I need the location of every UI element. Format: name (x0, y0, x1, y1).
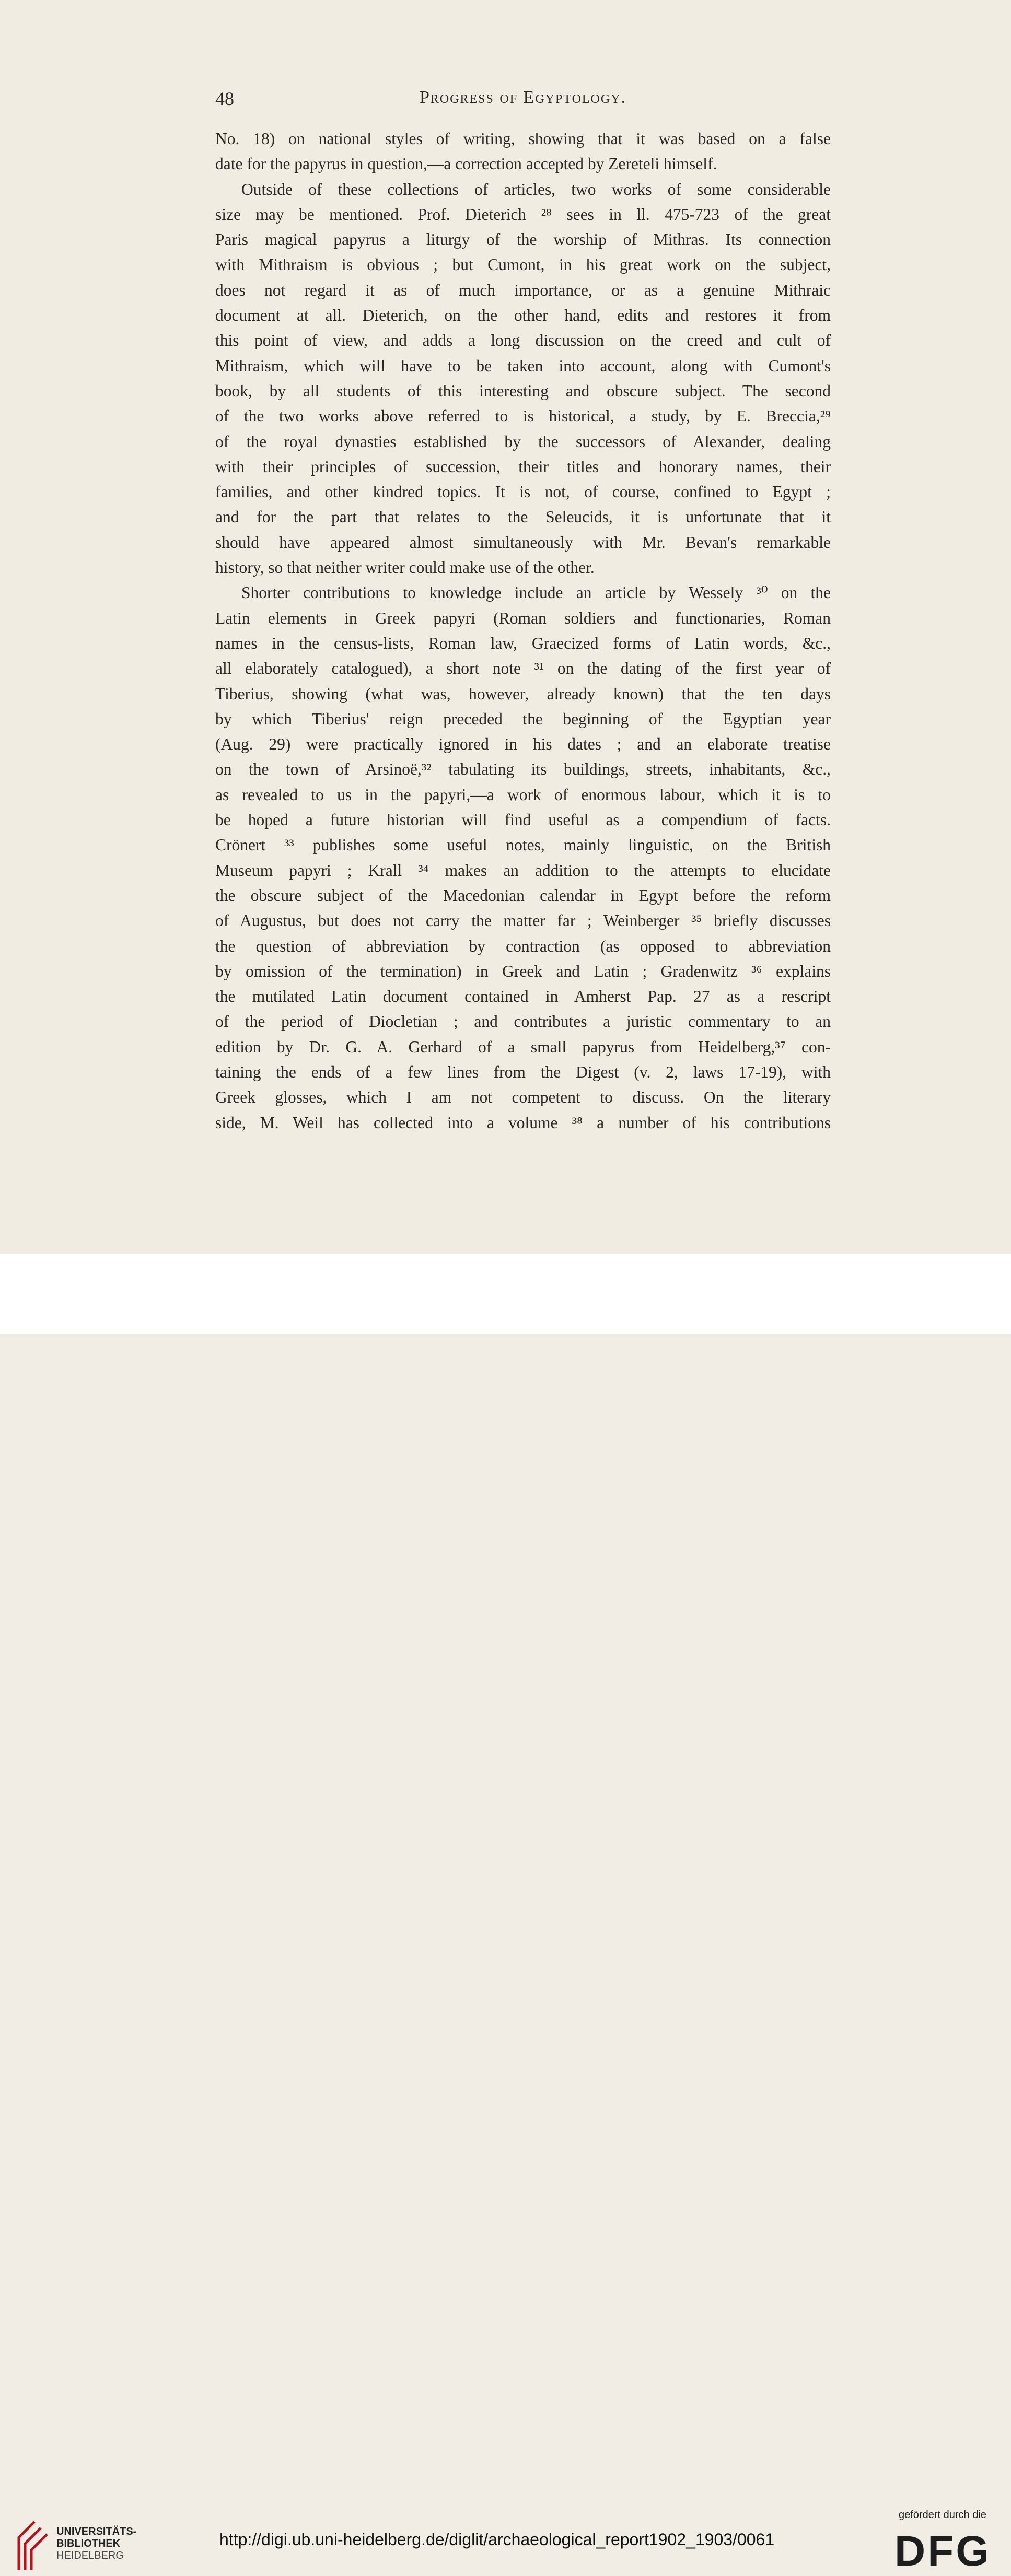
university-library-name: UNIVERSITÄTS- BIBLIOTHEK HEIDELBERG (56, 2526, 137, 2561)
text-line: should have appeared almost simultaneously with Mr. Bevan's remarkable (215, 533, 831, 552)
text-line: of Augustus, but does not carry the matter far ; Weinberger ³⁵ briefly discusses (215, 911, 831, 930)
text-line: as revealed to us in the papyri,—a work of enormous labour, which it is to (215, 785, 831, 804)
text-line: names in the census-lists, Roman law, Graecized forms of Latin words, &c., (215, 634, 831, 652)
text-line: by which Tiberius' reign preceded the beginning of the Egyptian year (215, 709, 831, 728)
text-line: Latin elements in Greek papyri (Roman soldiers and functionaries, Roman (215, 608, 831, 627)
text-line: side, M. Weil has collected into a volume ³⁸ a number of his contributions (215, 1113, 831, 1132)
text-line: does not regard it as of much importance, or as a genuine Mithraic (215, 280, 831, 299)
text-line: Shorter contributions to knowledge include an article by Wessely ³⁰ on the (241, 583, 831, 602)
footer-bar (0, 1254, 1011, 2575)
text-line: Mithraism, which will have to be taken into account, along with Cumont's (215, 356, 831, 375)
university-library-logo-icon (15, 2520, 48, 2572)
dfg-logo: DFG (894, 2527, 992, 2575)
text-line: all elaborately catalogued), a short note ³¹ on the dating of the first year of (215, 659, 831, 678)
text-line: edition by Dr. G. A. Gerhard of a small papyrus from Heidelberg,³⁷ con- (215, 1037, 831, 1056)
text-line: date for the papyrus in question,—a correction accepted by Zereteli himself. (215, 155, 717, 173)
text-line: and for the part that relates to the Seleucids, it is unfortunate that it (215, 508, 831, 526)
text-line: taining the ends of a few lines from the Digest (v. 2, laws 17-19), with (215, 1062, 831, 1081)
text-line: Paris magical papyrus a liturgy of the worship of Mithras. Its connection (215, 230, 831, 249)
scanned-page (0, 0, 1011, 1254)
text-line: (Aug. 29) were practically ignored in his dates ; and an elaborate treatise (215, 735, 831, 754)
text-line: of the period of Diocletian ; and contributes a juristic commentary to an (215, 1012, 831, 1031)
text-line: Greek glosses, which I am not competent to discuss. On the literary (215, 1088, 831, 1107)
text-line: Tiberius, showing (what was, however, already known) that the ten days (215, 684, 831, 703)
text-line: size may be mentioned. Prof. Dieterich ²⁸ sees in ll. 475-723 of the great (215, 205, 831, 224)
text-line: the mutilated Latin document contained in Amherst Pap. 27 as a rescript (215, 987, 831, 1006)
page-header (215, 88, 831, 114)
text-line: the question of abbreviation by contraction (as opposed to abbreviation (215, 936, 831, 955)
permalink-url[interactable]: http://digi.ub.uni-heidelberg.de/diglit/archaeological_report1902_1903/0061 (219, 2530, 775, 2549)
text-line: Crönert ³³ publishes some useful notes, mainly linguistic, on the British (215, 836, 831, 854)
text-line: families, and other kindred topics. It is not, of course, confined to Egypt ; (215, 483, 831, 501)
text-line: with Mithraism is obvious ; but Cumont, in his great work on the subject, (215, 255, 831, 274)
text-line: with their principles of succession, their titles and honorary names, their (215, 457, 831, 476)
text-line: on the town of Arsinoë,³² tabulating its buildings, streets, inhabitants, &c., (215, 760, 831, 779)
text-line: this point of view, and adds a long discussion on the creed and cult of (215, 331, 831, 350)
text-line: of the two works above referred to is historical, a study, by E. Breccia,²⁹ (215, 407, 831, 426)
text-line: Museum papyri ; Krall ³⁴ makes an addition to the attempts to elucidate (215, 861, 831, 880)
text-line: book, by all students of this interesting and obscure subject. The second (215, 381, 831, 400)
text-line: by omission of the termination) in Greek and Latin ; Gradenwitz ³⁶ explains (215, 962, 831, 980)
text-line: No. 18) on national styles of writing, showing that it was based on a false (215, 130, 831, 148)
text-line: history, so that neither writer could make use of the other. (215, 558, 595, 577)
body-text (215, 126, 831, 1135)
page-number: 48 (215, 88, 234, 109)
running-title: Progress of Egyptology. (419, 88, 627, 107)
text-line: the obscure subject of the Macedonian calendar in Egypt before the reform (215, 886, 831, 905)
funded-by-label: gefördert durch die (899, 2509, 986, 2521)
text-line: Outside of these collections of articles, two works of some considerable (241, 180, 831, 198)
text-line: document at all. Dieterich, on the other hand, edits and restores it from (215, 306, 831, 325)
text-line: be hoped a future historian will find useful as a compendium of facts. (215, 811, 831, 829)
text-line: of the royal dynasties established by the successors of Alexander, dealing (215, 432, 831, 451)
